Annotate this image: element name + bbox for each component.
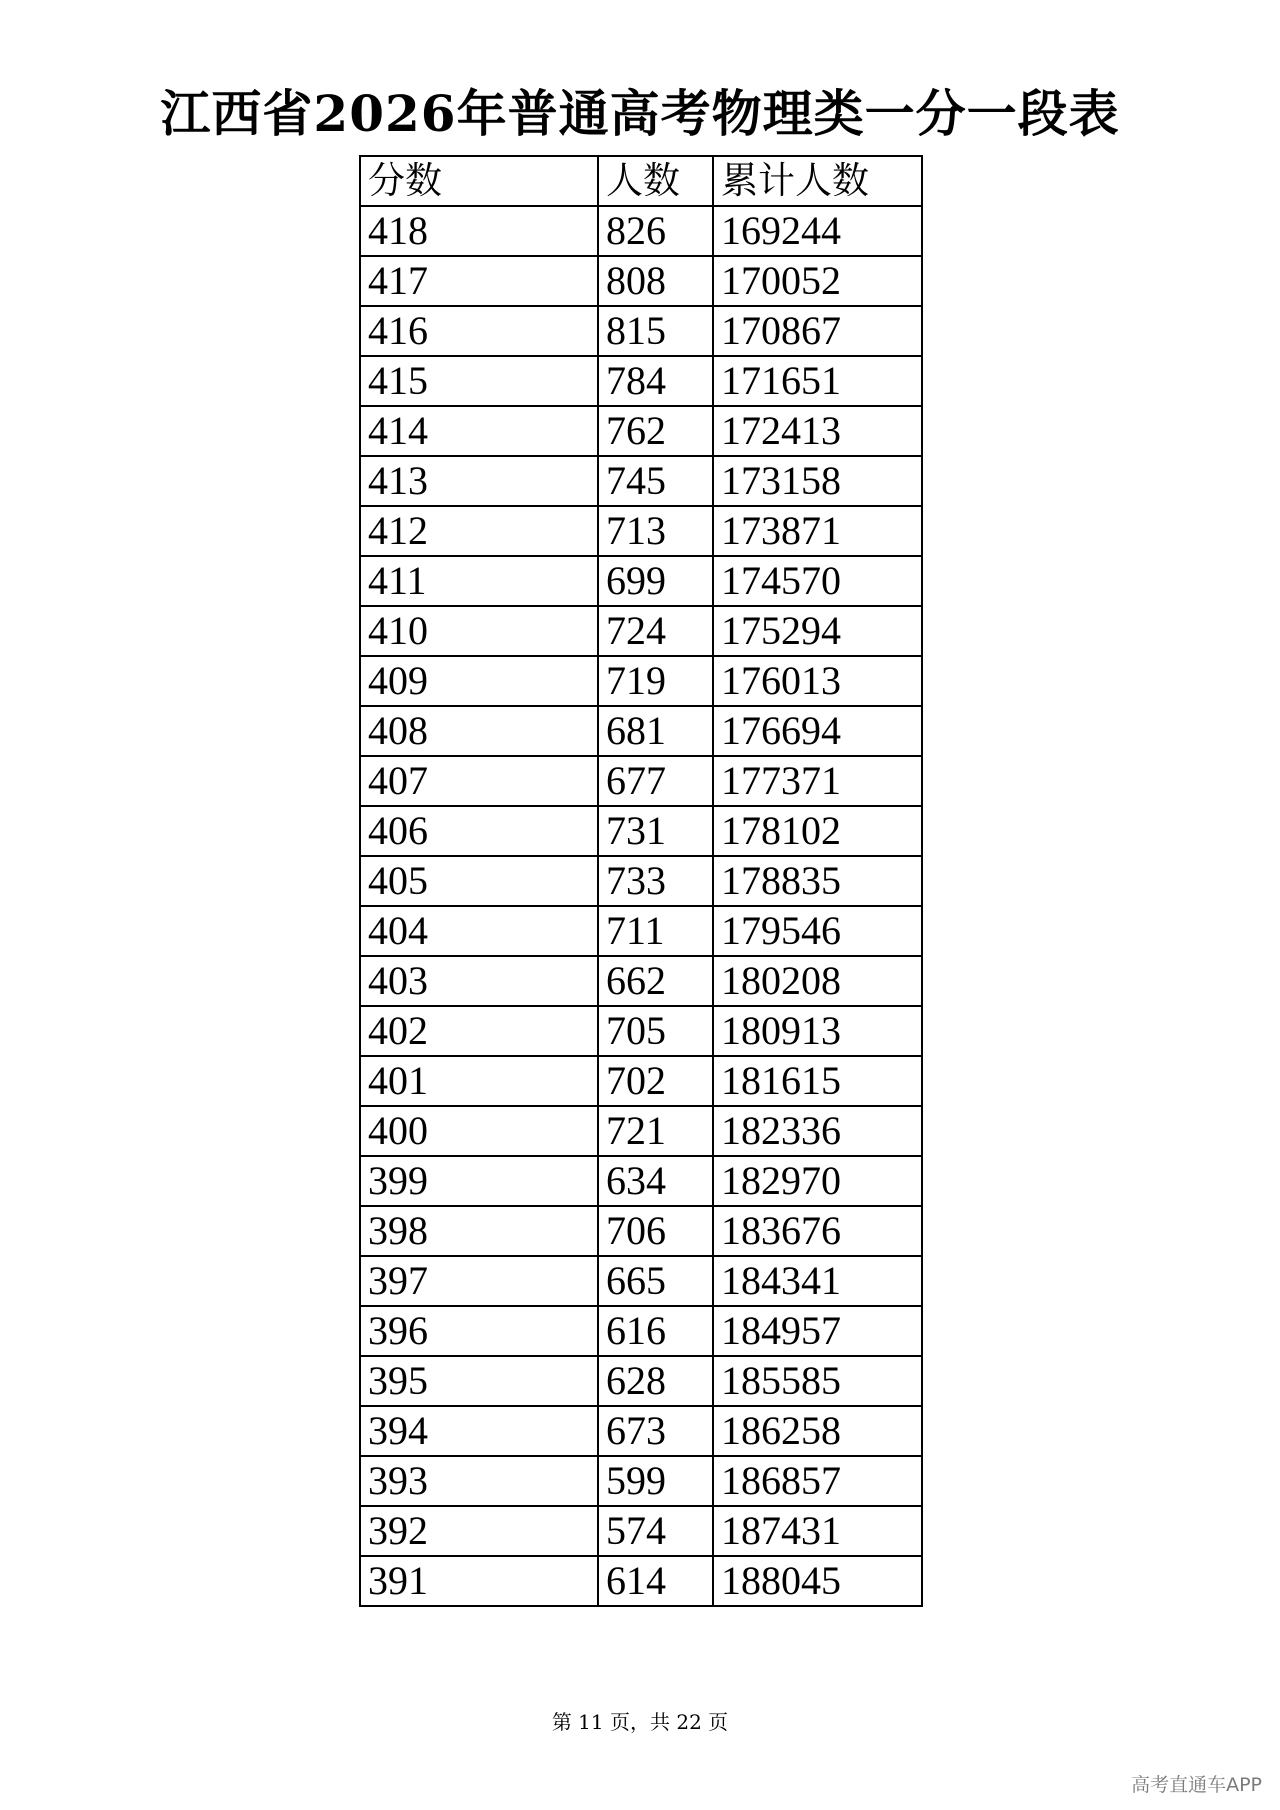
cell-count: 731 <box>598 806 713 856</box>
cell-score: 418 <box>360 206 598 256</box>
cell-count: 599 <box>598 1456 713 1506</box>
cell-count: 826 <box>598 206 713 256</box>
cell-score: 403 <box>360 956 598 1006</box>
table-row <box>360 1406 922 1456</box>
table-row <box>360 556 922 606</box>
cell-cumulative: 173158 <box>713 456 922 506</box>
table-row <box>360 906 922 956</box>
cell-count: 673 <box>598 1406 713 1456</box>
cell-cumulative: 170867 <box>713 306 922 356</box>
cell-cumulative: 179546 <box>713 906 922 956</box>
cell-score: 393 <box>360 1456 598 1506</box>
table-row <box>360 1256 922 1306</box>
cell-cumulative: 186857 <box>713 1456 922 1506</box>
cell-count: 699 <box>598 556 713 606</box>
cell-score: 394 <box>360 1406 598 1456</box>
table-row <box>360 406 922 456</box>
cell-cumulative: 182970 <box>713 1156 922 1206</box>
cell-score: 399 <box>360 1156 598 1206</box>
page-number: 第 11 页，共 22 页 <box>551 1710 729 1734</box>
cell-cumulative: 184341 <box>713 1256 922 1306</box>
table-row <box>360 356 922 406</box>
page-title: 江西省2026年普通高考物理类一分一段表 <box>160 84 1120 143</box>
cell-score: 395 <box>360 1356 598 1406</box>
table-row <box>360 1056 922 1106</box>
cell-count: 711 <box>598 906 713 956</box>
header-cumulative: 累计人数 <box>713 156 922 206</box>
cell-count: 574 <box>598 1506 713 1556</box>
table-row <box>360 706 922 756</box>
cell-score: 415 <box>360 356 598 406</box>
table-row <box>360 656 922 706</box>
cell-score: 412 <box>360 506 598 556</box>
cell-cumulative: 169244 <box>713 206 922 256</box>
cell-score: 404 <box>360 906 598 956</box>
cell-cumulative: 171651 <box>713 356 922 406</box>
cell-score: 406 <box>360 806 598 856</box>
cell-count: 808 <box>598 256 713 306</box>
cell-cumulative: 185585 <box>713 1356 922 1406</box>
cell-cumulative: 180913 <box>713 1006 922 1056</box>
cell-cumulative: 173871 <box>713 506 922 556</box>
table-row <box>360 1456 922 1506</box>
table-row <box>360 1106 922 1156</box>
cell-score: 408 <box>360 706 598 756</box>
table-row <box>360 306 922 356</box>
table-row <box>360 606 922 656</box>
cell-count: 665 <box>598 1256 713 1306</box>
table-row <box>360 256 922 306</box>
cell-score: 396 <box>360 1306 598 1356</box>
table-row <box>360 1006 922 1056</box>
cell-score: 413 <box>360 456 598 506</box>
header-count: 人数 <box>598 156 713 206</box>
cell-count: 628 <box>598 1356 713 1406</box>
cell-count: 719 <box>598 656 713 706</box>
cell-count: 713 <box>598 506 713 556</box>
cell-cumulative: 177371 <box>713 756 922 806</box>
cell-count: 616 <box>598 1306 713 1356</box>
cell-score: 402 <box>360 1006 598 1056</box>
cell-score: 409 <box>360 656 598 706</box>
cell-cumulative: 176694 <box>713 706 922 756</box>
cell-cumulative: 188045 <box>713 1556 922 1606</box>
cell-count: 815 <box>598 306 713 356</box>
cell-count: 784 <box>598 356 713 406</box>
cell-cumulative: 176013 <box>713 656 922 706</box>
table-row <box>360 1506 922 1556</box>
header-score: 分数 <box>360 156 598 206</box>
cell-score: 414 <box>360 406 598 456</box>
cell-score: 410 <box>360 606 598 656</box>
table-row <box>360 1356 922 1406</box>
cell-score: 417 <box>360 256 598 306</box>
table-row <box>360 506 922 556</box>
cell-score: 405 <box>360 856 598 906</box>
table-body <box>360 206 922 1606</box>
cell-count: 745 <box>598 456 713 506</box>
cell-score: 398 <box>360 1206 598 1256</box>
table-row <box>360 856 922 906</box>
cell-score: 416 <box>360 306 598 356</box>
cell-cumulative: 187431 <box>713 1506 922 1556</box>
cell-count: 662 <box>598 956 713 1006</box>
table-row <box>360 206 922 256</box>
cell-cumulative: 182336 <box>713 1106 922 1156</box>
cell-cumulative: 180208 <box>713 956 922 1006</box>
table-row <box>360 956 922 1006</box>
cell-count: 706 <box>598 1206 713 1256</box>
table-row <box>360 1556 922 1606</box>
cell-cumulative: 175294 <box>713 606 922 656</box>
cell-cumulative: 181615 <box>713 1056 922 1106</box>
cell-cumulative: 174570 <box>713 556 922 606</box>
cell-cumulative: 172413 <box>713 406 922 456</box>
cell-count: 681 <box>598 706 713 756</box>
table-header-row <box>360 156 922 206</box>
cell-count: 721 <box>598 1106 713 1156</box>
app-watermark: 高考直通车APP <box>1131 1774 1262 1796</box>
cell-score: 407 <box>360 756 598 806</box>
cell-cumulative: 184957 <box>713 1306 922 1356</box>
cell-count: 705 <box>598 1006 713 1056</box>
cell-count: 724 <box>598 606 713 656</box>
cell-count: 702 <box>598 1056 713 1106</box>
cell-score: 401 <box>360 1056 598 1106</box>
cell-count: 634 <box>598 1156 713 1206</box>
cell-cumulative: 183676 <box>713 1206 922 1256</box>
table-row <box>360 1306 922 1356</box>
cell-cumulative: 170052 <box>713 256 922 306</box>
cell-score: 391 <box>360 1556 598 1606</box>
cell-count: 614 <box>598 1556 713 1606</box>
cell-score: 411 <box>360 556 598 606</box>
cell-cumulative: 186258 <box>713 1406 922 1456</box>
table-row <box>360 1206 922 1256</box>
table-row <box>360 1156 922 1206</box>
table-row <box>360 806 922 856</box>
cell-count: 677 <box>598 756 713 806</box>
cell-score: 392 <box>360 1506 598 1556</box>
score-table <box>359 155 923 1607</box>
cell-score: 400 <box>360 1106 598 1156</box>
cell-score: 397 <box>360 1256 598 1306</box>
cell-cumulative: 178835 <box>713 856 922 906</box>
cell-count: 733 <box>598 856 713 906</box>
table-row <box>360 756 922 806</box>
table-row <box>360 456 922 506</box>
cell-count: 762 <box>598 406 713 456</box>
cell-cumulative: 178102 <box>713 806 922 856</box>
